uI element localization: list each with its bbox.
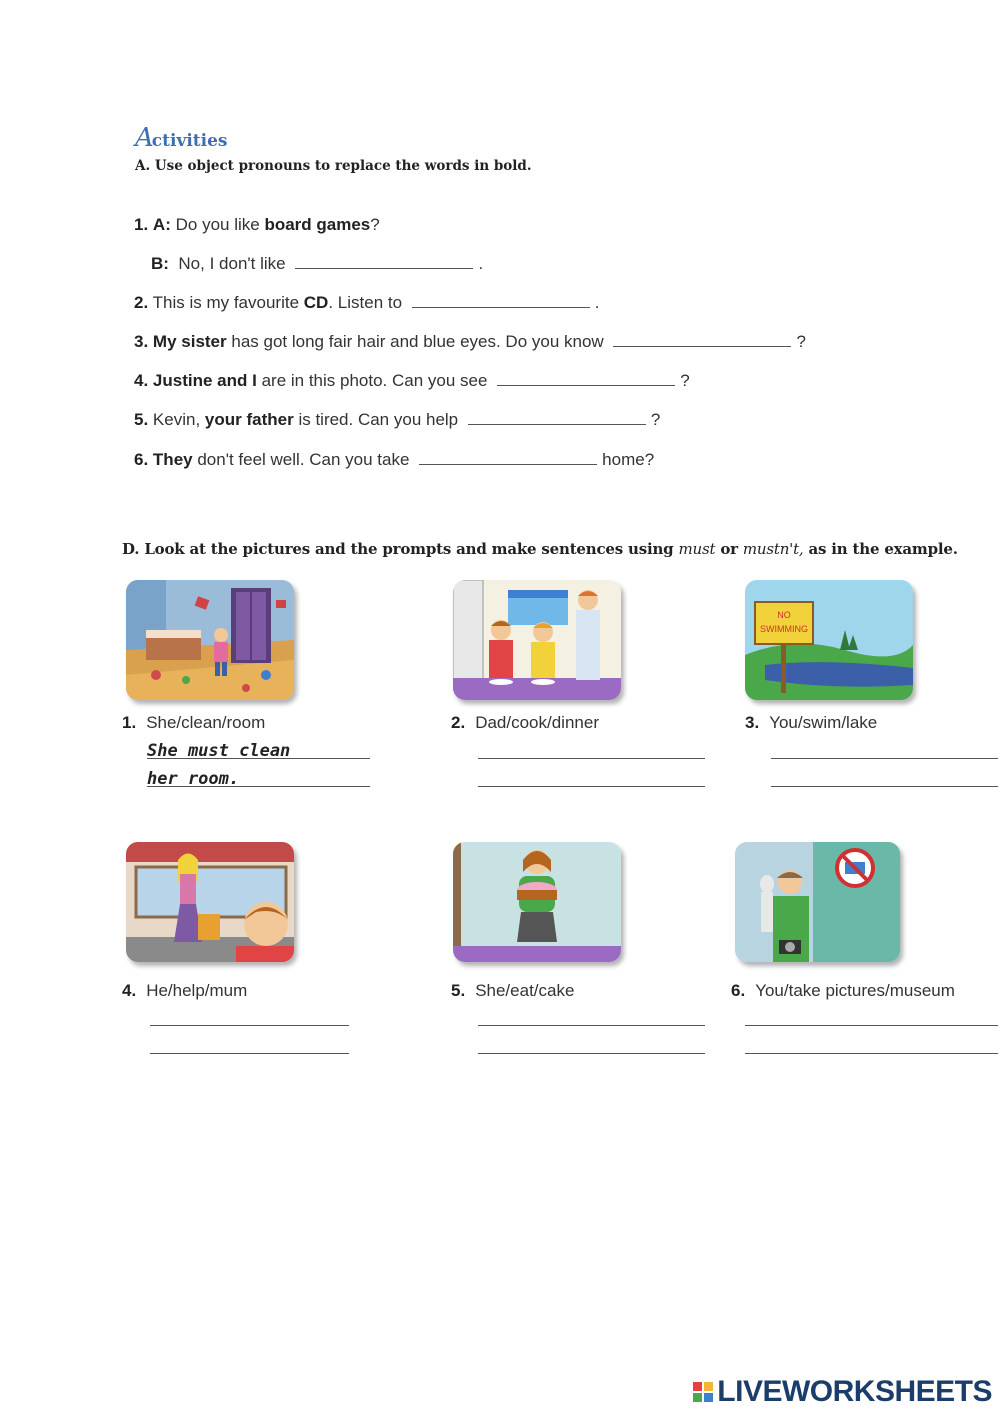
bold-words: CD [303,293,329,312]
sentence-text: This is my favourite [152,293,300,312]
sentence-text: . Listen to [328,293,403,312]
bold-words: Justine and I [152,371,257,390]
item-number: 4. [122,981,137,1000]
keyword-must: must [678,540,716,558]
sentence-text: Kevin, [152,410,201,429]
brand-name: LIVEWORKSHEETS [717,1375,992,1408]
logo-squares-icon [693,1382,713,1402]
activities-title-rest: ctivities [151,131,228,151]
prompt-3 [745,713,877,733]
exercise-a-item-1b [151,254,483,274]
picture-cake [453,842,621,962]
bold-words: your father [204,410,294,429]
exercise-a-item-2 [134,293,600,313]
answer-blank[interactable] [412,293,590,308]
prompt-text: She/clean/room [146,713,266,732]
exercise-a-item-3 [134,332,806,352]
sentence-end: ? [370,215,380,234]
item-number: 1. [122,713,137,732]
prompt-text: He/help/mum [146,981,248,1000]
item-number: 3. [134,332,149,351]
answer-line-5b[interactable] [478,1053,705,1054]
answer-blank[interactable] [613,332,791,347]
answer-line-2b[interactable] [478,786,705,787]
picture-messy-room [126,580,294,700]
sentence-end: . [594,293,600,312]
activities-initial: A [135,123,154,153]
speaker-label: A: [152,215,171,234]
instruction-d [122,540,958,558]
liveworksheets-logo [693,1375,992,1409]
item-number: 1. [134,215,149,234]
sentence-end: ? [796,332,806,351]
item-number: 2. [451,713,466,732]
prompt-text: Dad/cook/dinner [475,713,599,732]
example-answer-line2: her room. [147,769,240,789]
prompt-6 [731,981,955,1001]
prompt-1 [122,713,265,733]
sentence-text: are in this photo. Can you see [261,371,488,390]
sign-text-line2: SWIMMING [760,624,808,634]
prompt-2 [451,713,599,733]
sentence-end: home? [602,450,655,469]
answer-line-6a[interactable] [745,1025,998,1026]
answer-blank[interactable] [295,254,473,269]
prompt-4 [122,981,247,1001]
keyword-mustnt: mustn't, [742,540,804,558]
answer-line-3b[interactable] [771,786,998,787]
sentence-text: has got long fair hair and blue eyes. Do you know [231,332,604,351]
answer-line-5a[interactable] [478,1025,705,1026]
instruction-a: A. Use object pronouns to replace the words in bold. [135,158,532,174]
answer-line-4a[interactable] [150,1025,349,1026]
picture-shopping [126,842,294,962]
answer-blank[interactable] [497,371,675,386]
prompt-text: You/swim/lake [769,713,878,732]
answer-line-4b[interactable] [150,1053,349,1054]
item-number: 6. [731,981,746,1000]
instruction-text: or [720,540,738,558]
exercise-a-item-1 [134,215,380,235]
speaker-label: B: [151,254,169,273]
sentence-text: No, I don't like [178,254,286,273]
picture-lake [745,580,913,700]
item-number: 3. [745,713,760,732]
activities-heading [135,123,227,153]
answer-line-2a[interactable] [478,758,705,759]
sign-text-line1: NO [777,610,791,620]
bold-words: My sister [152,332,227,351]
exercise-a-item-4 [134,371,690,391]
sentence-end: ? [680,371,690,390]
item-number: 2. [134,293,149,312]
answer-blank[interactable] [419,450,597,465]
picture-kitchen [453,580,621,700]
exercise-a-item-5 [134,410,660,430]
instruction-text: as in the example. [808,540,958,558]
answer-line-3a[interactable] [771,758,998,759]
sentence-text: don't feel well. Can you take [197,450,410,469]
prompt-text: You/take pictures/museum [755,981,955,1000]
answer-line-1a[interactable] [147,758,370,759]
prompt-text: She/eat/cake [475,981,575,1000]
bold-words: board games [264,215,371,234]
picture-museum [735,842,900,962]
answer-line-1b[interactable] [147,786,370,787]
sentence-text: is tired. Can you help [298,410,459,429]
answer-line-6b[interactable] [745,1053,998,1054]
item-number: 5. [451,981,466,1000]
prompt-5 [451,981,574,1001]
item-number: 4. [134,371,149,390]
instruction-text: D. Look at the pictures and the prompts and make sentences using [122,540,674,558]
sentence-text: Do you like [175,215,260,234]
bold-words: They [152,450,193,469]
item-number: 5. [134,410,149,429]
answer-blank[interactable] [468,410,646,425]
exercise-a-item-6 [134,450,654,470]
sentence-end: ? [650,410,661,429]
sentence-end: . [478,254,484,273]
example-answer-line1: She must clean [147,741,291,761]
item-number: 6. [134,450,149,469]
